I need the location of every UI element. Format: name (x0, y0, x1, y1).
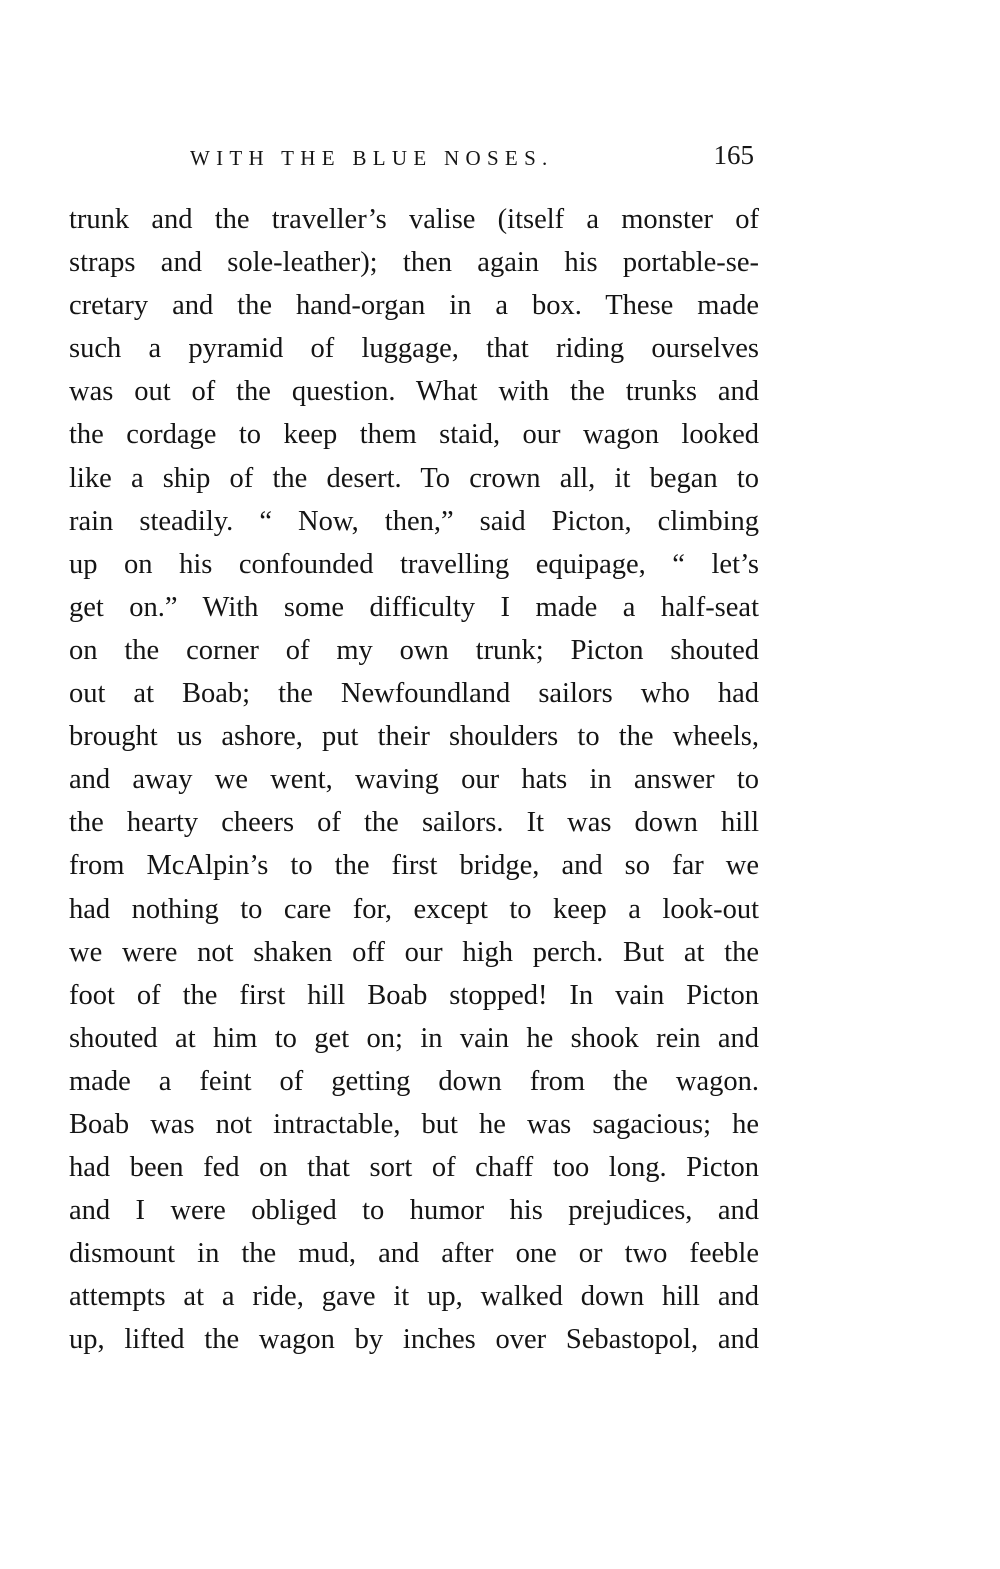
text-line: we were not shaken off our high perch. But at the (69, 936, 759, 968)
text-line: had been fed on that sort of chaff too long. Picton (69, 1152, 759, 1184)
text-line: get on.” With some difficulty I made a half-seat (69, 591, 759, 623)
text-line: foot of the first hill Boab stopped! In vain Picton (69, 979, 759, 1011)
text-line: such a pyramid of luggage, that riding ourselves (69, 333, 759, 365)
running-head (190, 140, 758, 176)
text-line: was out of the question. What with the trunks and (69, 376, 759, 408)
text-line: up on his confounded travelling equipage, “ let’s (69, 548, 759, 580)
text-line: shouted at him to get on; in vain he shook rein and (69, 1022, 759, 1054)
text-line: the hearty cheers of the sailors. It was down hill (69, 807, 759, 839)
text-line: rain steadily. “ Now, then,” said Picton, climbing (69, 505, 759, 537)
text-line: cretary and the hand-organ in a box. These made (69, 290, 759, 322)
text-line: on the corner of my own trunk; Picton shouted (69, 634, 759, 666)
text-line: out at Boab; the Newfoundland sailors who had (69, 678, 759, 710)
text-line: up, lifted the wagon by inches over Sebastopol, and (69, 1324, 759, 1356)
text-line: from McAlpin’s to the first bridge, and so far we (69, 850, 759, 882)
body-text (69, 198, 759, 1362)
running-title: WITH THE BLUE NOSES. (190, 146, 554, 170)
text-line: dismount in the mud, and after one or two feeble (69, 1238, 759, 1270)
text-line: attempts at a ride, gave it up, walked down hill and (69, 1281, 759, 1313)
text-line: straps and sole-leather); then again his portable-se- (69, 247, 759, 279)
text-line: the cordage to keep them staid, our wagon looked (69, 419, 759, 451)
page-number: 165 (713, 140, 754, 170)
text-line: brought us ashore, put their shoulders to the wheels, (69, 721, 759, 753)
text-line: trunk and the traveller’s valise (itself a monster of (69, 204, 759, 235)
text-line: had nothing to care for, except to keep a look-out (69, 893, 759, 925)
text-line: Boab was not intractable, but he was sagacious; he (69, 1108, 759, 1140)
text-line: made a feint of getting down from the wagon. (69, 1065, 759, 1097)
text-line: like a ship of the desert. To crown all, it began to (69, 462, 759, 494)
text-line: and I were obliged to humor his prejudices, and (69, 1195, 759, 1227)
text-line: and away we went, waving our hats in answer to (69, 764, 759, 796)
